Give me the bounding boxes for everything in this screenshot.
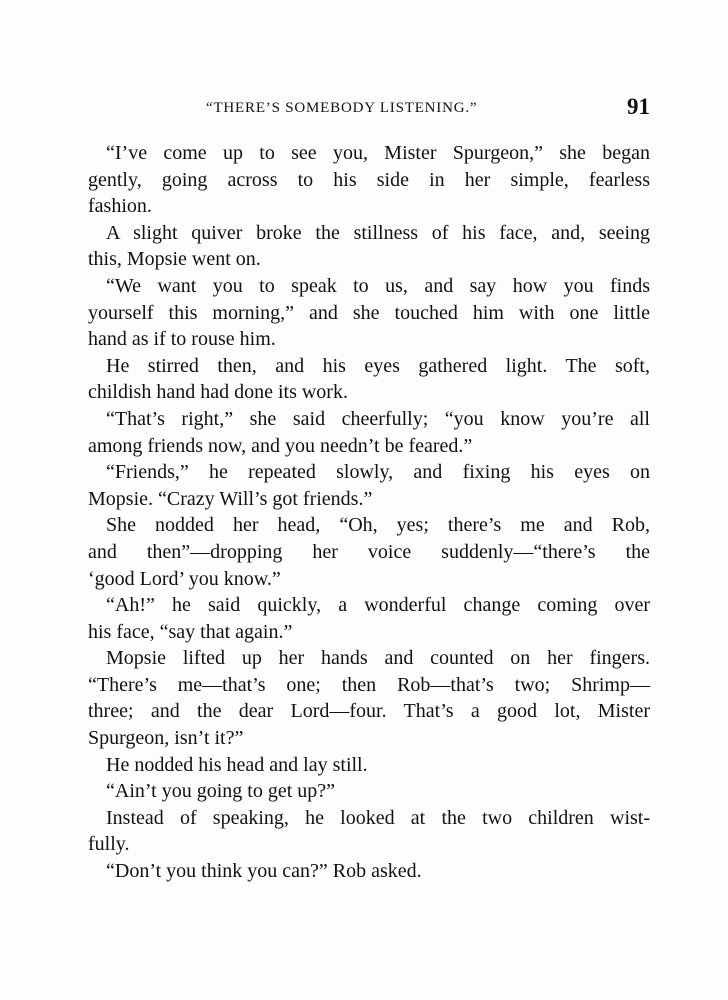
- text-line: “Friends,” he repeated slowly, and fixing his eyes on: [106, 461, 650, 484]
- text-line: “I’ve come up to see you, Mister Spurgeon,” she began: [106, 142, 650, 164]
- text-line: She nodded her head, “Oh, yes; there’s me and Rob,: [106, 514, 650, 537]
- text-line: and then”—dropping her voice suddenly—“there’s the: [88, 540, 650, 563]
- text-line: Mopsie lifted up her hands and counted on her fingers.: [106, 647, 650, 670]
- text-line: He stirred then, and his eyes gathered light. The soft,: [106, 354, 650, 377]
- text-line: yourself this morning,” and she touched him with one little: [88, 301, 650, 324]
- text-line: among friends now, and you needn’t be feared.”: [88, 434, 473, 457]
- text-line: three; and the dear Lord—four. That’s a good lot, Mister: [88, 700, 650, 723]
- text-line: ‘good Lord’ you know.”: [88, 567, 281, 590]
- text-line: Spurgeon, isn’t it?”: [88, 727, 244, 750]
- running-head: [88, 94, 650, 124]
- text-line: fully.: [88, 833, 130, 856]
- text-line: “Ah!” he said quickly, a wonderful change coming over: [106, 594, 650, 617]
- text-line: “There’s me—that’s one; then Rob—that’s two; Shrimp—: [88, 673, 650, 696]
- text-line: his face, “say that again.”: [88, 620, 293, 643]
- running-title: “THERE’S SOMEBODY LISTENING.”: [206, 100, 478, 116]
- text-line: Mopsie. “Crazy Will’s got friends.”: [88, 487, 373, 510]
- text-line: Instead of speaking, he looked at the two children wist-: [106, 806, 650, 829]
- text-line: childish hand had done its work.: [88, 381, 348, 404]
- page-number: 91: [627, 94, 650, 119]
- text-line: gently, going across to his side in her simple, fearless: [88, 168, 650, 191]
- text-line: “Don’t you think you can?” Rob asked.: [106, 860, 422, 883]
- text-line: “Ain’t you going to get up?”: [106, 780, 336, 803]
- text-line: fashion.: [88, 195, 152, 218]
- body-text: [88, 140, 650, 885]
- text-line: hand as if to rouse him.: [88, 328, 276, 351]
- text-line: “That’s right,” she said cheerfully; “you know you’re all: [106, 407, 650, 430]
- text-line: A slight quiver broke the stillness of his face, and, seeing: [106, 221, 650, 244]
- text-line: “We want you to speak to us, and say how you finds: [106, 274, 650, 297]
- text-line: He nodded his head and lay still.: [106, 753, 368, 776]
- text-line: this, Mopsie went on.: [88, 248, 261, 271]
